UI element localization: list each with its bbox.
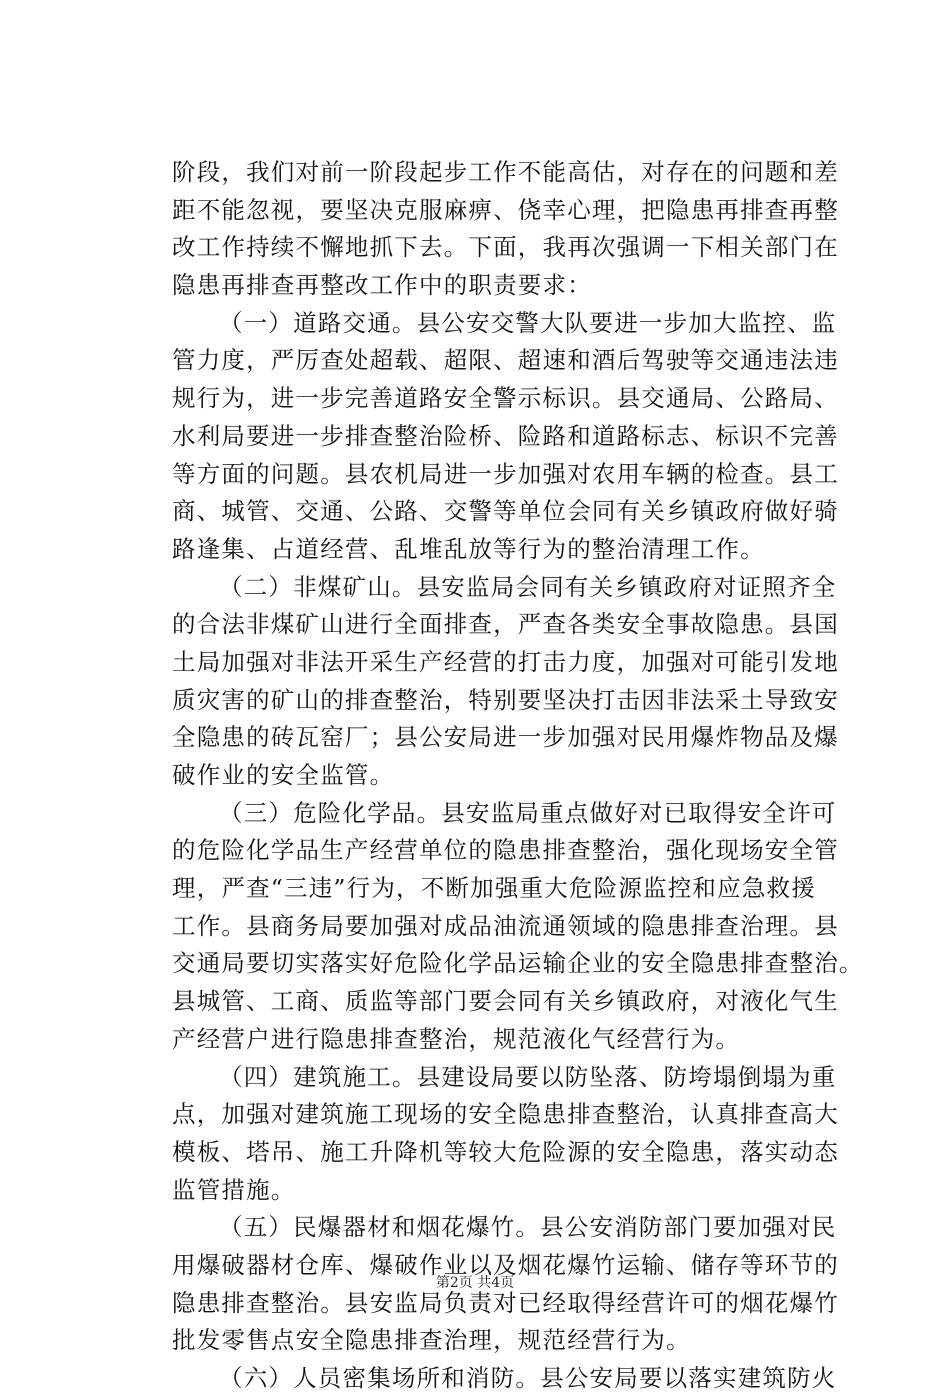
text-line: 土局加强对非法开采生产经营的打击力度，加强对可能引发地 xyxy=(172,647,839,676)
text-line: 等方面的问题。县农机局进一步加强对农用车辆的检查。县工 xyxy=(172,459,839,488)
text-line: 阶段，我们对前一阶段起步工作不能高估，对存在的问题和差 xyxy=(172,158,839,186)
text-line: 批发零售点安全隐患排查治理，规范经营行为。 xyxy=(172,1326,691,1355)
text-line: （六）人员密集场所和消防。县公安局要以落实建筑防火 xyxy=(219,1364,837,1392)
text-line: 产经营户进行隐患排查整治，规范液化气经营行为。 xyxy=(172,1024,741,1053)
text-line: 交通局要切实落实好危险化学品运输企业的安全隐患排查整治。 xyxy=(172,949,864,978)
text-line: （二）非煤矿山。县安监局会同有关乡镇政府对证照齐全 xyxy=(219,572,837,601)
text-line: 县城管、工商、质监等部门要会同有关乡镇政府，对液化气生 xyxy=(172,987,839,1016)
text-line: 质灾害的矿山的排查整治，特别要坚决打击因非法采土导致安 xyxy=(172,685,839,714)
document-body xyxy=(172,154,864,1398)
text-line: 路逢集、占道经营、乱堆乱放等行为的整治清理工作。 xyxy=(172,534,765,563)
text-line: 全隐患的砖瓦窑厂；县公安局进一步加强对民用爆炸物品及爆 xyxy=(172,723,839,752)
text-line: （五）民爆器材和烟花爆竹。县公安消防部门要加强对民 xyxy=(219,1213,837,1242)
text-line: 的危险化学品生产经营单位的隐患排查整治，强化现场安全管 xyxy=(172,836,839,865)
text-line: （一）道路交通。县公安交警大队要进一步加大监控、监 xyxy=(219,308,837,337)
text-line: 用爆破器材仓库、爆破作业以及烟花爆竹运输、储存等环节的 xyxy=(172,1250,839,1279)
text-line: 商、城管、交通、公路、交警等单位会同有关乡镇政府做好骑 xyxy=(172,497,839,526)
text-line: （三）危险化学品。县安监局重点做好对已取得安全许可 xyxy=(219,798,837,827)
text-line: 的合法非煤矿山进行全面排查，严查各类安全事故隐患。县国 xyxy=(172,610,839,639)
text-line: 隐患再排查再整改工作中的职责要求： xyxy=(172,271,592,300)
text-line: 破作业的安全监管。 xyxy=(172,761,395,789)
text-line: 改工作持续不懈地抓下去。下面，我再次强调一下相关部门在 xyxy=(172,233,839,262)
text-line: 理，严查“三违”行为，不断加强重大危险源监控和应急救援 xyxy=(172,874,816,903)
text-line: 管力度，严厉查处超载、超限、超速和酒后驾驶等交通违法违 xyxy=(172,346,839,375)
text-line: 模板、塔吊、施工升降机等较大危险源的安全隐患，落实动态 xyxy=(172,1137,839,1166)
text-line: 规行为，进一步完善道路安全警示标识。县交通局、公路局、 xyxy=(172,384,839,413)
text-line: 点，加强对建筑施工现场的安全隐患排查整治，认真排查高大 xyxy=(172,1100,839,1129)
text-line: 隐患排查整治。县安监局负责对已经取得经营许可的烟花爆竹 xyxy=(172,1288,839,1317)
text-line: （四）建筑施工。县建设局要以防坠落、防垮塌倒塌为重 xyxy=(219,1062,837,1091)
text-line: 距不能忽视，要坚决克服麻痹、侥幸心理，把隐患再排查再整 xyxy=(172,195,839,224)
page-footer: 第2页 共4页 xyxy=(435,1275,515,1291)
text-line: 监管措施。 xyxy=(172,1175,296,1204)
text-line: 水利局要进一步排查整治险桥、险路和道路标志、标识不完善 xyxy=(172,421,839,450)
text-line: 工作。县商务局要加强对成品油流通领域的隐患排查治理。县 xyxy=(172,911,839,940)
